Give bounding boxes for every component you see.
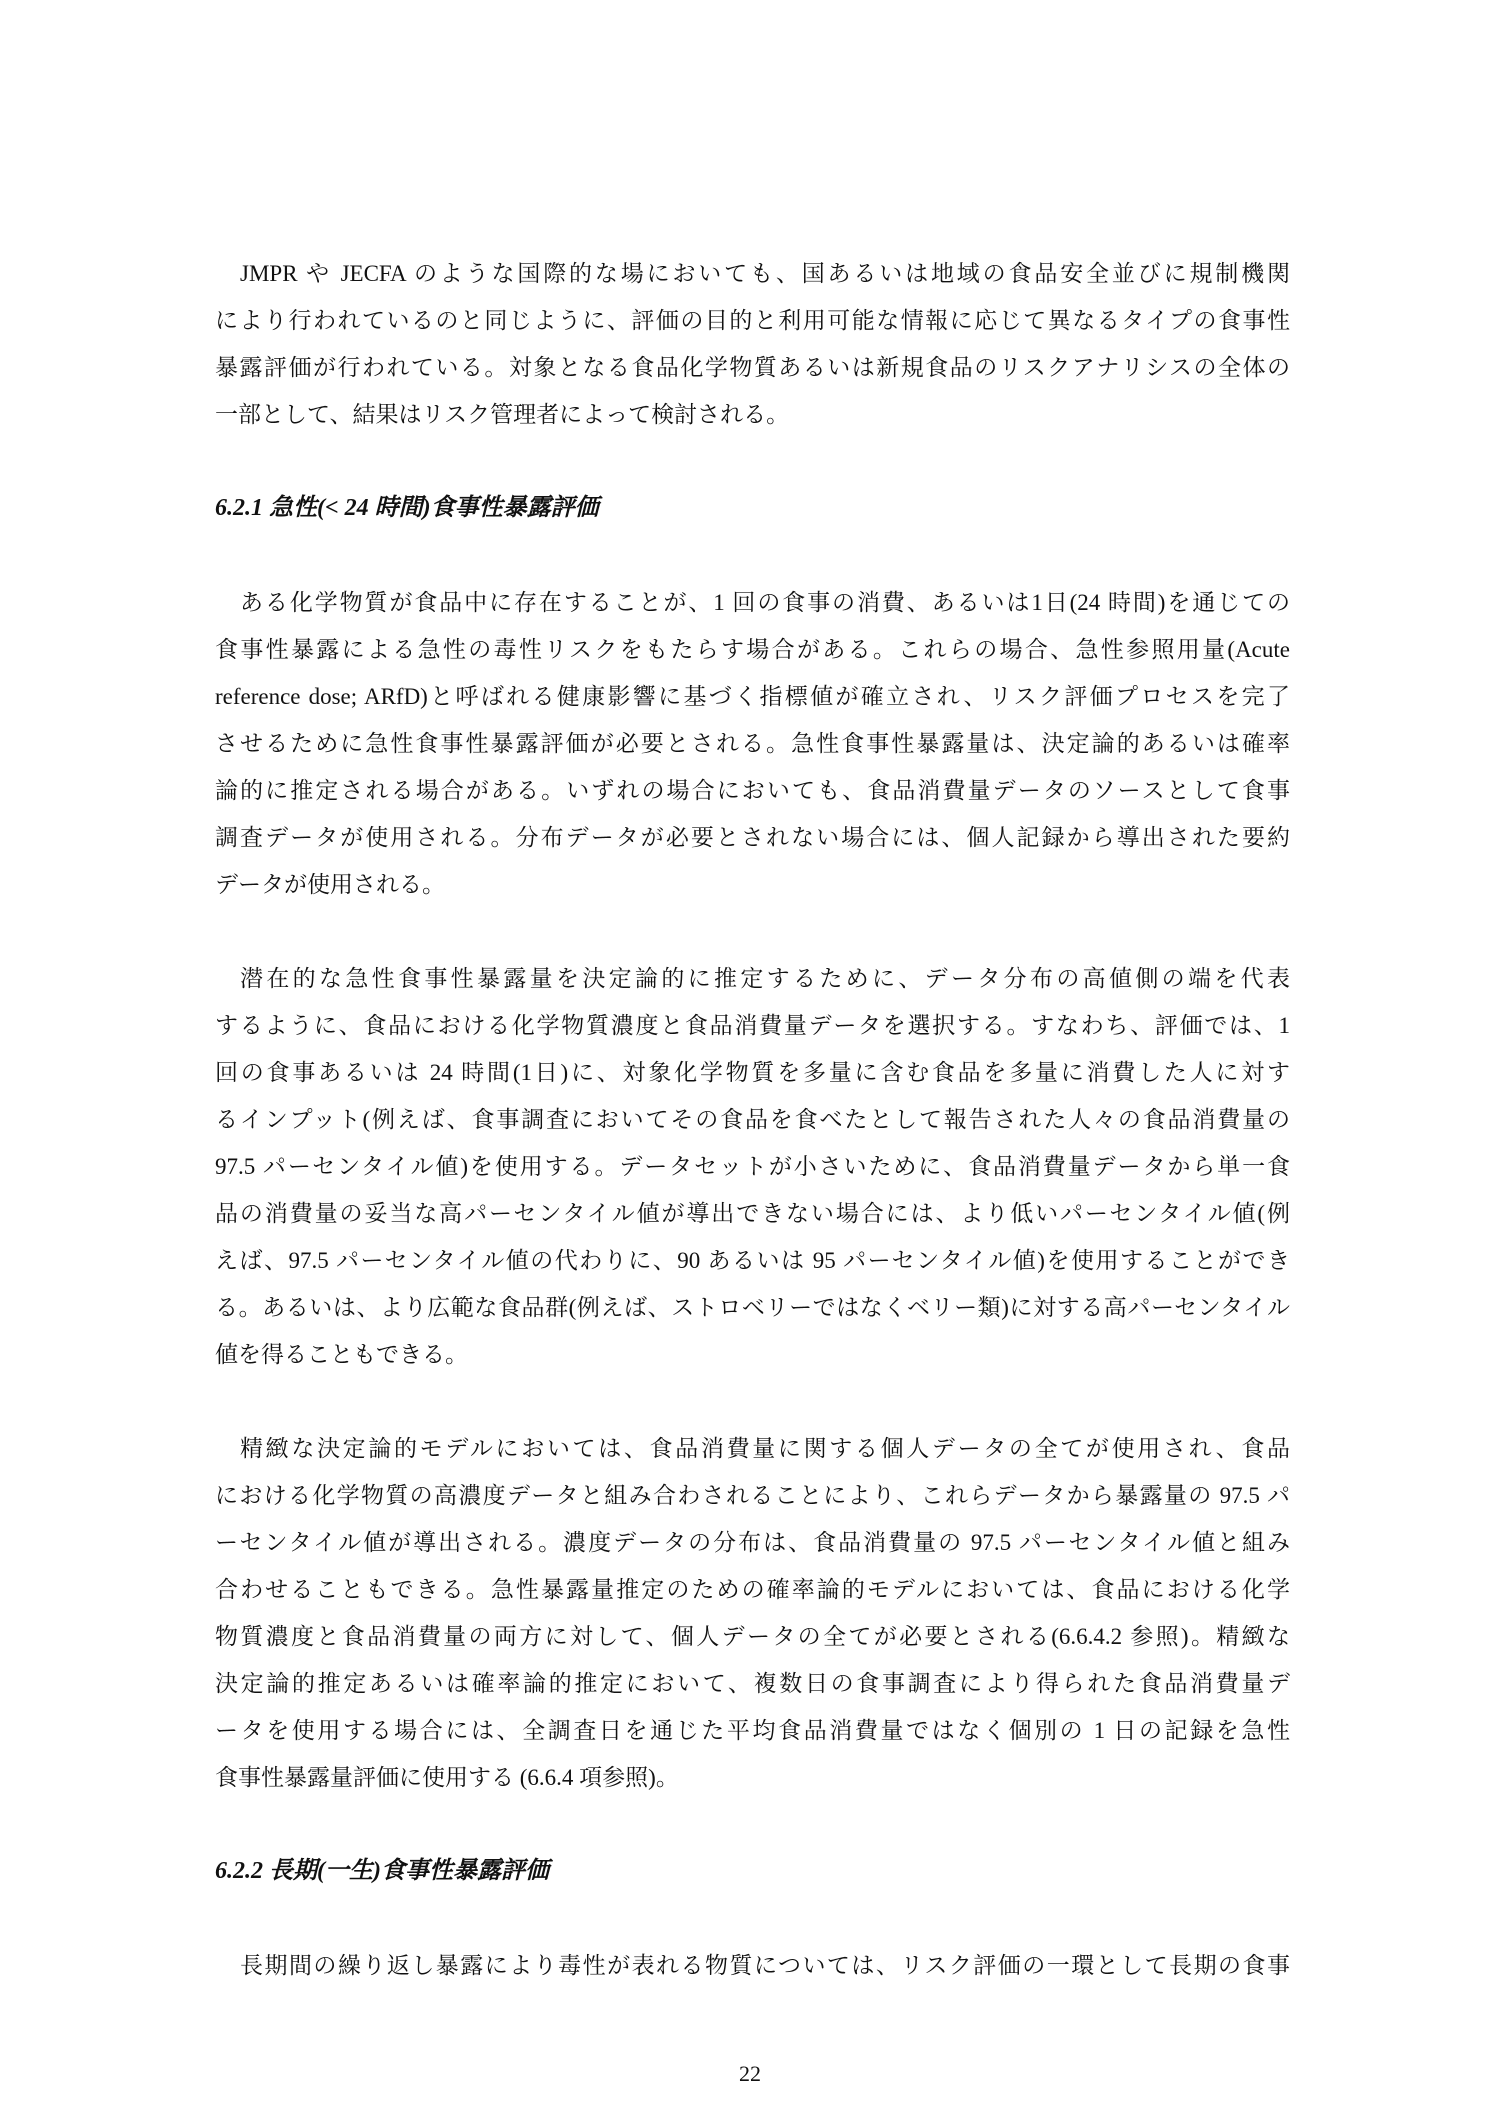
paragraph-intro: [215, 250, 1290, 438]
paragraph-line: えば、97.5 パーセンタイル値の代わりに、90 あるいは 95 パーセンタイル値)を使用することができ: [215, 1248, 1290, 1273]
text-column: [215, 250, 1290, 2036]
paragraph-line: により行われているのと同じように、評価の目的と利用可能な情報に応じて異なるタイプの食事性: [215, 308, 1290, 333]
paragraph-line: ある化学物質が食品中に存在することが、1 回の食事の消費、あるいは1日(24 時間)を通じての: [240, 590, 1290, 615]
paragraph-line: するように、食品における化学物質濃度と食品消費量データを選択する。すなわち、評価では、1: [215, 1013, 1290, 1038]
paragraph-line: 長期間の繰り返し暴露により毒性が表れる物質については、リスク評価の一環として長期の食事: [240, 1953, 1290, 1978]
paragraph-line: 調査データが使用される。分布データが必要とされない場合には、個人記録から導出された要約: [215, 825, 1290, 850]
page-number: 22: [739, 2061, 761, 2086]
paragraph-line: ーセンタイル値が導出される。濃度データの分布は、食品消費量の 97.5 パーセンタイル値と組み: [215, 1530, 1290, 1555]
paragraph-line: る。あるいは、より広範な食品群(例えば、ストロベリーではなくベリー類)に対する高パーセンタイル: [215, 1295, 1290, 1320]
section-heading-6-2-2: 6.2.2 長期(一生)食事性暴露評価: [215, 1858, 549, 1884]
paragraph-line: 合わせることもできる。急性暴露量推定のための確率論的モデルにおいては、食品における化学: [215, 1577, 1290, 1602]
paragraph-line: 潜在的な急性食事性暴露量を決定論的に推定するために、データ分布の高値側の端を代表: [240, 966, 1290, 991]
paragraph-line: 97.5 パーセンタイル値)を使用する。データセットが小さいために、食品消費量データから単一食: [215, 1154, 1290, 1179]
paragraph-line: 値を得ることもできる。: [215, 1342, 468, 1367]
paragraph-line: における化学物質の高濃度データと組み合わされることにより、これらデータから暴露量の 97.5 パ: [215, 1483, 1290, 1508]
paragraph: [215, 579, 1290, 908]
paragraph-line: るインプット(例えば、食事調査においてその食品を食べたとして報告された人々の食品消費量の: [215, 1107, 1290, 1132]
paragraph-line: 決定論的推定あるいは確率論的推定において、複数日の食事調査により得られた食品消費量デ: [215, 1671, 1290, 1696]
paragraph-line: 食事性暴露による急性の毒性リスクをもたらす場合がある。これらの場合、急性参照用量(Acute: [215, 637, 1290, 662]
section-heading-6-2-1: 6.2.1 急性(< 24 時間)食事性暴露評価: [215, 495, 599, 521]
paragraph-line: 精緻な決定論的モデルにおいては、食品消費量に関する個人データの全てが使用され、食品: [240, 1436, 1290, 1461]
paragraph-line: 物質濃度と食品消費量の両方に対して、個人データの全てが必要とされる(6.6.4.2 参照)。精緻な: [215, 1624, 1290, 1649]
paragraph-line: 一部として、結果はリスク管理者によって検討される。: [215, 402, 790, 427]
paragraph-line: JMPR や JECFA のような国際的な場においても、国あるいは地域の食品安全並びに規制機関: [240, 261, 1290, 286]
paragraph-line: reference dose; ARfD)と呼ばれる健康影響に基づく指標値が確立され、リスク評価プロセスを完了: [215, 684, 1290, 709]
paragraph-line: 論的に推定される場合がある。いずれの場合においても、食品消費量データのソースとして食事: [215, 778, 1290, 803]
paragraph-line: させるために急性食事性暴露評価が必要とされる。急性食事性暴露量は、決定論的あるいは確率: [215, 731, 1290, 756]
paragraph-line: データが使用される。: [215, 872, 445, 897]
paragraph: [215, 1425, 1290, 1801]
paragraph-line: ータを使用する場合には、全調査日を通じた平均食品消費量ではなく個別の 1 日の記録を急性: [215, 1718, 1290, 1743]
paragraph-line: 暴露評価が行われている。対象となる食品化学物質あるいは新規食品のリスクアナリシスの全体の: [215, 355, 1290, 380]
paragraph-line: 品の消費量の妥当な高パーセンタイル値が導出できない場合には、より低いパーセンタイル値(例: [215, 1201, 1290, 1226]
paragraph-line: 食事性暴露量評価に使用する (6.6.4 項参照)。: [215, 1765, 679, 1790]
paragraph-line: 回の食事あるいは 24 時間(1日)に、対象化学物質を多量に含む食品を多量に消費した人に対す: [215, 1060, 1290, 1085]
paragraph: [215, 955, 1290, 1378]
paragraph: [215, 1942, 1290, 1989]
